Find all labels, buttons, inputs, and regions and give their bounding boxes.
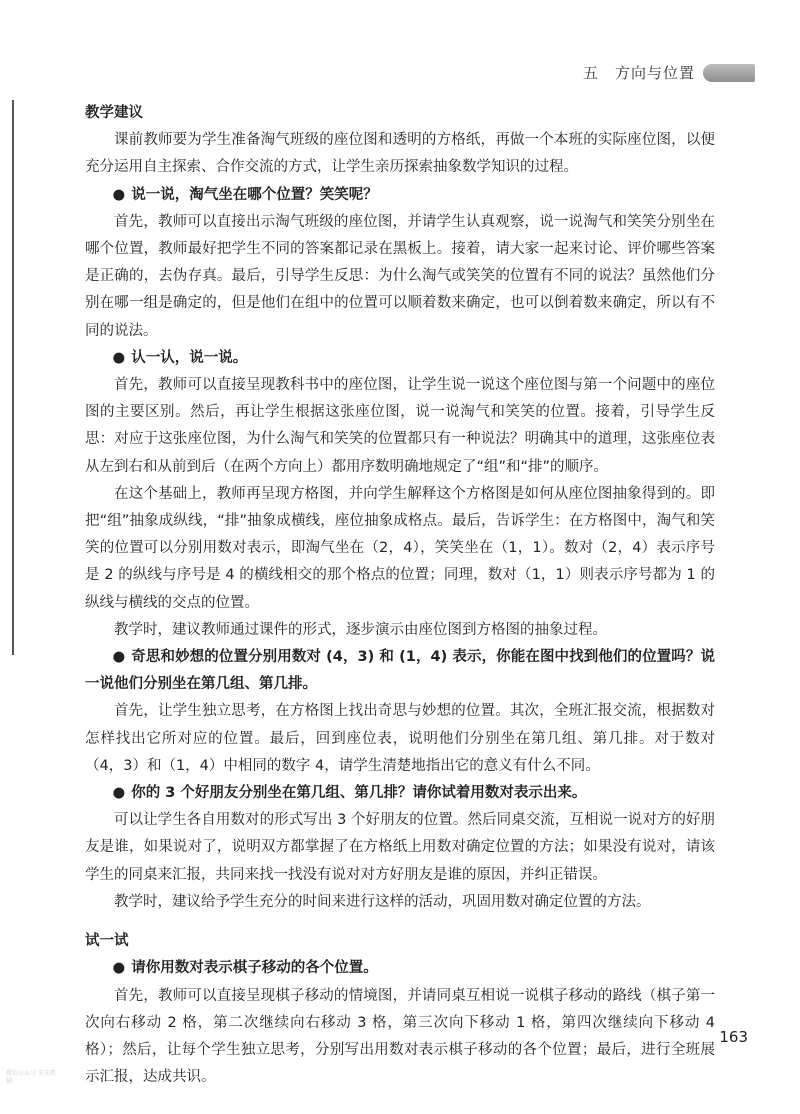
bullet-dot-icon: ● (112, 960, 126, 977)
header-tab-decoration (703, 64, 755, 82)
bullet-question: ● 请你用数对表示棋子移动的各个位置。 (112, 960, 378, 977)
bullet-question: ● 你的 3 个好朋友分别坐在第几组、第几排？请你试着用数对表示出来。 (112, 785, 587, 802)
section-title-teaching-advice: 教学建议 (85, 105, 143, 121)
section-gap (85, 916, 715, 928)
section-title-try-it: 试一试 (85, 933, 129, 950)
paragraph: 首先，教师可以直接出示淘气班级的座位图，并请学生认真观察，说一说淘气和笑笑分别坐在哪个位置，教师最好把学生不同的答案都记录在黑板上。接着，请大家一起来讨论、评价哪些答案是正确的，去伪存真。最后，引导学生反思：为什么淘气或笑笑的位置有不同的说法？虽然他们分别在哪一组是确定的，但是他们在组中的位置可以顺着数来确定，也可以倒着数来确定，所以有不同的说法。 (85, 213, 715, 339)
page-number: 163 (719, 1028, 748, 1046)
bullet-question: ● 认一认，说一说。 (112, 349, 248, 366)
paragraph: 教学时，建议给予学生充分的时间来进行这样的活动，巩固用数对确定位置的方法。 (114, 893, 651, 910)
bullet-dot-icon: ● (112, 349, 126, 366)
watermark: 微信公众号 宋宋教辅 (6, 1070, 56, 1085)
paragraph: 可以让学生各自用数对的形式写出 3 个好朋友的位置。然后同桌交流，互相说一说对方的好朋友是谁，如果说对了，说明双方都掌握了在方格纸上用数对确定位置的方法；如果没有说对，请该学生的同桌来汇报，共同来找一找没有说对对方好朋友是谁的原因，并纠正错误。 (85, 812, 715, 883)
chapter-title: 五 方向与位置 (582, 64, 695, 82)
bullet-dot-icon: ● (112, 186, 126, 203)
paragraph: 首先，教师可以直接呈现教科书中的座位图，让学生说一说这个座位图与第一个问题中的座位图的主要区别。然后，再让学生根据这张座位图，说一说淘气和笑笑的位置。接着，引导学生反思：对应于这张座位图，为什么淘气和笑笑的位置都只有一种说法？明确其中的道理，这张座位表从左到右和从前到后（在两个方向上）都用序数明确地规定了“组”和“排”的顺序。 (85, 377, 715, 475)
left-margin-rule (0, 100, 14, 655)
paragraph: 课前教师要为学生准备淘气班级的座位图和透明的方格纸，再做一个本班的实际座位图，以便充分运用自主探索、合作交流的方式，让学生亲历探索抽象数学知识的过程。 (85, 132, 715, 176)
main-content (85, 100, 715, 1091)
paragraph: 首先，教师可以直接呈现棋子移动的情境图，并请同桌互相说一说棋子移动的路线（棋子第一次向右移动 2 格，第二次继续向右移动 3 格，第三次向下移动 1 格，第四次继续向下移动 4 格）；然后，让每个学生独立思考，分别写出用数对表示棋子移动的各个位置；最后，进行全班展示汇报，达成共识。 (85, 987, 715, 1086)
bullet-question: ● 奇思和妙想的位置分别用数对 (4，3) 和 (1，4) 表示，你能在图中找到他们的位置吗？说一说他们分别坐在第几组、第几排。 (85, 649, 715, 693)
page-header (0, 60, 800, 86)
bullet-question: ● 说一说，淘气坐在哪个位置？笑笑呢？ (112, 186, 378, 203)
paragraph: 在这个基础上，教师再呈现方格图，并向学生解释这个方格图是如何从座位图抽象得到的。即把“组”抽象成纵线，“排”抽象成横线，座位抽象成格点。最后，告诉学生：在方格图中，淘气和笑笑的位置可以分别用数对表示，即淘气坐在（2，4），笑笑坐在（1，1）。数对（2，4）表示序号是 2 的纵线与序号是 4 的横线相交的那个格点的位置；同理，数对（1，1）则表示序号都为 1 的纵线与横线的交点的位置。 (85, 485, 715, 611)
paragraph: 教学时，建议教师通过课件的形式，逐步演示由座位图到方格图的抽象过程。 (114, 621, 607, 638)
bullet-dot-icon: ● (112, 785, 126, 802)
bullet-dot-icon: ● (112, 649, 126, 666)
paragraph: 首先，让学生独立思考，在方格图上找出奇思与妙想的位置。其次，全班汇报交流，根据数对怎样找出它所对应的位置。最后，回到座位表，说明他们分别坐在第几组、第几排。对于数对（4，3）和（1，4）中相同的数字 4，请学生清楚地指出它的意义有什么不同。 (85, 703, 715, 774)
